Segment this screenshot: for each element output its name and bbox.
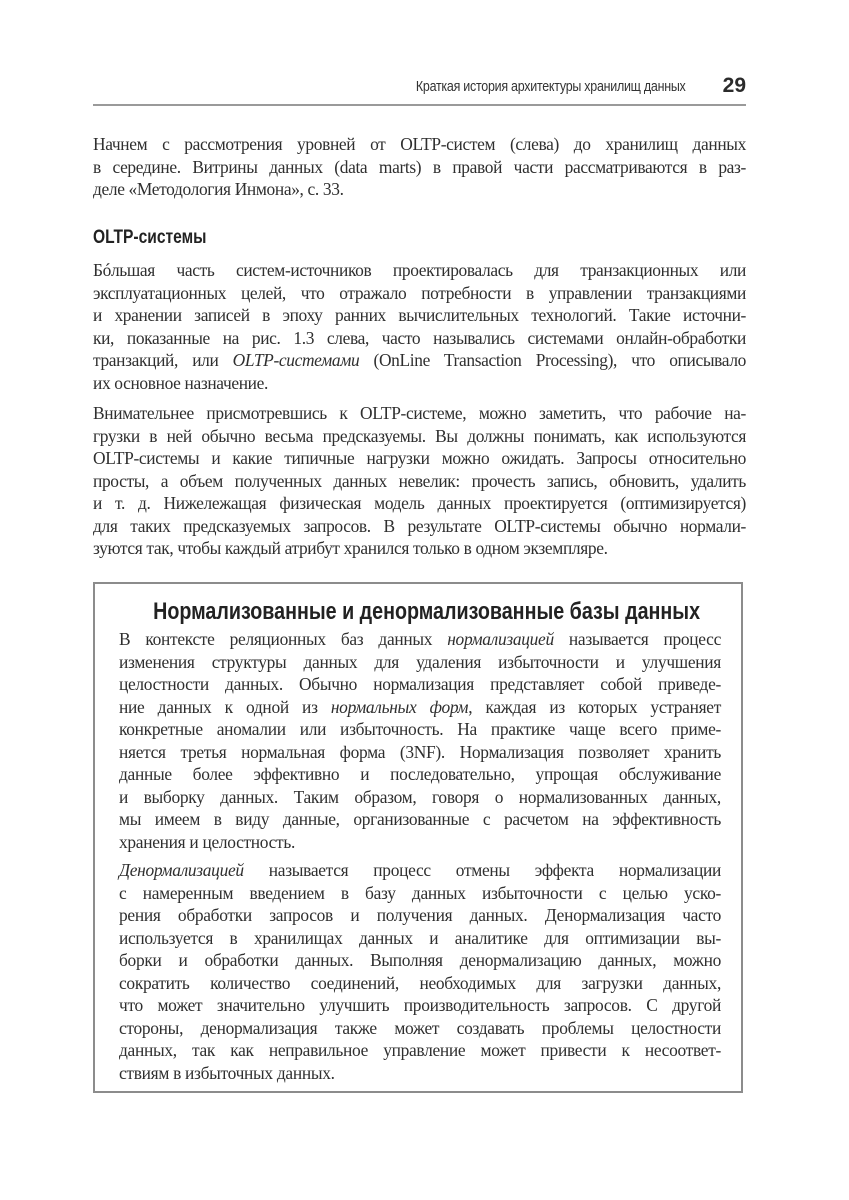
sidebar-paragraph-1 xyxy=(119,628,721,853)
text-line: стороны, денормализация также может создавать проблемы целостности xyxy=(119,1017,721,1038)
sidebar-paragraph-2 xyxy=(119,859,721,1084)
section-heading: OLTP-системы xyxy=(93,227,207,248)
oltp-paragraph-1 xyxy=(93,259,746,394)
text-line: в середине. Витрины данных (data marts) в правой части рассматриваются в раз- xyxy=(93,156,746,177)
text-line: ки, показанные на рис. 1.3 слева, часто назывались системами онлайн-обработки xyxy=(93,327,746,348)
italic-term: Денормализацией xyxy=(119,860,244,880)
text-line: и хранении записей в эпоху ранних вычислительных технологий. Такие источни- xyxy=(93,305,746,325)
text-line: мы имеем в виду данные, организованные с расчетом на эффективность xyxy=(119,809,721,829)
text-line: хранения и целостность. xyxy=(119,831,296,852)
text-span: , каждая из которых устраняет xyxy=(468,696,722,717)
text-line: и т. д. Нижележащая физическая модель данных проектируется (оптимизируется) xyxy=(93,493,746,513)
text-line: зуются так, чтобы каждый атрибут хранился только в одном экземпляре. xyxy=(93,538,608,558)
text-line: данных, так как неправильное управление может привести к несоответ- xyxy=(119,1040,721,1060)
oltp-paragraph-2 xyxy=(93,402,746,560)
running-title: Краткая история архитектуры хранилищ данных xyxy=(416,79,686,95)
text-line: эксплуатационных целей, что отражало потребности в управлении транзакциями xyxy=(93,282,746,303)
text-line xyxy=(93,349,746,372)
italic-term: OLTP-системами xyxy=(232,350,360,370)
text-line xyxy=(119,859,721,882)
text-line: что может значительно улучшить производительность запросов. С другой xyxy=(119,995,721,1015)
text-line: изменения структуры данных для удаления избыточности и улучшения xyxy=(119,651,721,672)
text-line: деле «Методология Инмона», с. 33. xyxy=(93,179,344,199)
text-line: целостности данных. Обычно нормализация представляет собой приведе- xyxy=(119,674,721,694)
italic-term: нормализацией xyxy=(447,629,554,649)
text-line xyxy=(119,696,721,719)
text-line: для таких предсказуемых запросов. В результате OLTP-системы обычно нормали- xyxy=(93,515,746,536)
text-span: называется процесс отмены эффекта нормализации xyxy=(243,860,721,880)
text-span: В контексте реляционных баз данных xyxy=(119,629,448,649)
text-line: Бóльшая часть систем-источников проектировалась для транзакционных или xyxy=(93,260,746,280)
text-line: с намеренным введением в базу данных избыточности с целью уско- xyxy=(119,882,721,903)
text-span: (OnLine Transaction Processing), что описывало xyxy=(359,350,747,370)
text-span: называется процесс xyxy=(553,629,721,649)
text-line: сократить количество соединений, необходимых для загрузки данных, xyxy=(119,972,721,993)
text-line: ствиям в избыточных данных. xyxy=(119,1062,335,1083)
text-span: ние данных к одной из xyxy=(119,696,331,717)
text-line: конкретные аномалии или избыточность. На практике чаще всего приме- xyxy=(119,719,721,739)
text-span: транзакций, или xyxy=(93,350,233,370)
text-line: грузки в ней обычно весьма предсказуемы. Вы должны понимать, как используются xyxy=(93,425,746,446)
text-line: их основное назначение. xyxy=(93,372,269,393)
intro-paragraph xyxy=(93,133,746,201)
sidebar-title: Нормализованные и денормализованные базы данных xyxy=(153,598,701,625)
text-line: и выборку данных. Таким образом, говоря о нормализованных данных, xyxy=(119,786,721,807)
text-line: Внимательнее присмотревшись к OLTP-системе, можно заметить, что рабочие на- xyxy=(93,403,746,423)
text-line: няется третья нормальная форма (3NF). Нормализация позволяет хранить xyxy=(119,741,721,762)
text-line: данные более эффективно и последовательно, упрощая обслуживание xyxy=(119,764,721,784)
text-line: Начнем с рассмотрения уровней от OLTP-систем (слева) до хранилищ данных xyxy=(93,134,746,154)
text-line: борки и обработки данных. Выполняя денормализацию данных, можно xyxy=(119,950,721,970)
text-line: рения обработки запросов и получения данных. Денормализация часто xyxy=(119,905,721,925)
text-line xyxy=(119,628,721,651)
text-line: используется в хранилищах данных и аналитике для оптимизации вы- xyxy=(119,927,721,948)
text-line: просты, а объем полученных данных невелик: прочесть запись, обновить, удалить xyxy=(93,470,746,491)
text-line: OLTP-системы и какие типичные нагрузки можно ожидать. Запросы относительно xyxy=(93,448,746,468)
running-header xyxy=(93,74,746,106)
page-number: 29 xyxy=(722,74,746,97)
italic-term: нормальных форм xyxy=(330,696,469,717)
sidebar-box xyxy=(93,582,743,1093)
